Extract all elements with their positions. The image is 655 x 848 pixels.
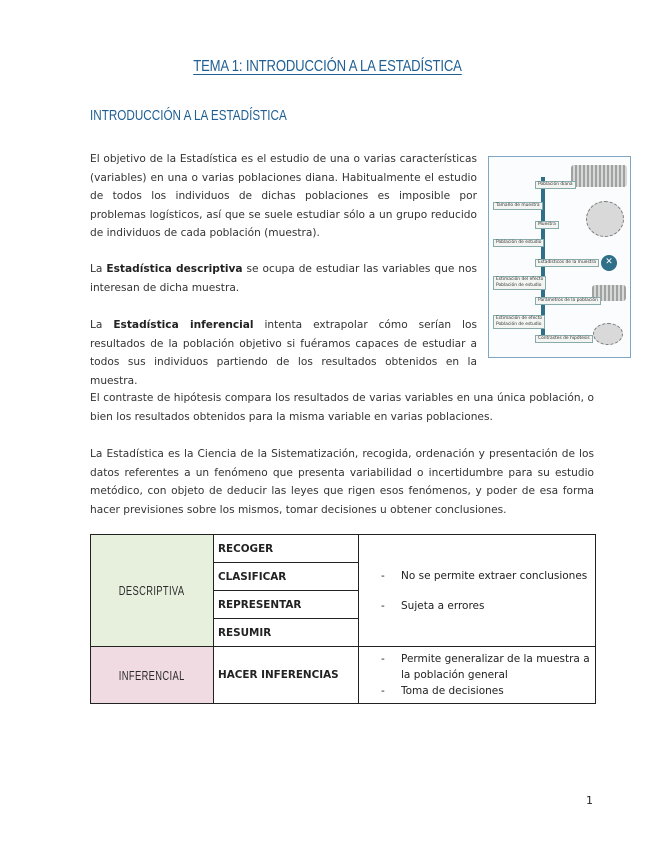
- hypothesis-circle: [593, 323, 623, 345]
- action-cell: RECOGER: [214, 535, 359, 563]
- table-row: [91, 535, 596, 563]
- diagram-label: Población diana: [535, 181, 576, 189]
- category-descriptiva: DESCRIPTIVA: [91, 535, 214, 647]
- diagram-label: Contrastes de hipótesis: [535, 335, 593, 343]
- sample-marker-icon: ✕: [601, 255, 617, 271]
- page-title: TEMA 1: INTRODUCCIÓN A LA ESTADÍSTICA: [193, 58, 462, 75]
- diagram-label: Tamaño de muestra: [493, 202, 543, 210]
- paragraph-definition: La Estadística es la Ciencia de la Sistematización, recogida, ordenación y presentación de los datos referentes a un fenómeno que presenta variabilidad o incertidumbre para su estudio metódico, con objeto de deducir las leyes que rigen esos fenómenos, y poder de esa forma hacer previsiones sobre los mismos, tomar decisiones u obtener conclusiones.: [90, 448, 594, 516]
- note-item: - Toma de decisiones: [381, 685, 504, 697]
- term-descriptive: Estadística descriptiva: [106, 263, 243, 275]
- note-item: - Permite generalizar de la muestra a la población general: [381, 653, 590, 681]
- action-cell: REPRESENTAR: [214, 591, 359, 619]
- note-item: - Sujeta a errores: [381, 599, 485, 612]
- action-cell: RESUMIR: [214, 619, 359, 647]
- sample-circle: [586, 201, 624, 237]
- action-cell: HACER INFERENCIAS: [214, 647, 359, 704]
- population-image: [571, 165, 627, 187]
- diagram-label: Población de estudio: [493, 239, 544, 247]
- diagram-label: Estimación de efecto Población de estudio: [493, 315, 545, 329]
- page-number: 1: [586, 794, 593, 807]
- note-item: - No se permite extraer conclusiones: [381, 569, 588, 582]
- statistics-summary-table: [90, 534, 596, 704]
- diagram-label: Muestra: [535, 221, 559, 229]
- statistics-diagram: [488, 156, 631, 358]
- table-row: [91, 647, 596, 704]
- term-inferential: Estadística inferencial: [113, 319, 254, 331]
- category-inferencial: INFERENCIAL: [91, 647, 214, 704]
- inferencial-notes: [359, 647, 596, 704]
- diagram-label: Estimación del efecto Población de estudio: [493, 276, 546, 290]
- paragraph-descriptive: La Estadística descriptiva se ocupa de estudiar las variables que nos interesan de dicha muestra.: [90, 263, 477, 294]
- diagram-label: Parámetros de la población: [535, 297, 601, 305]
- paragraph-hypothesis: El contraste de hipótesis compara los resultados de varias variables en una única población, o bien los resultados obtenidos para la misma variable en varias poblaciones.: [90, 392, 594, 423]
- section-heading: INTRODUCCIÓN A LA ESTADÍSTICA: [90, 107, 287, 124]
- diagram-label: Estadísticos de la muestra: [535, 259, 599, 267]
- paragraph-inferential: La Estadística inferencial intenta extrapolar cómo serían los resultados de la población objetivo si fuéramos capaces de estudiar a todos sus individuos partiendo de los resultados obtenidos en la muestra.: [90, 319, 478, 387]
- descriptiva-notes: [359, 535, 596, 647]
- paragraph-objective: El objetivo de la Estadística es el estudio de una o varias características (variables) en una o varias poblaciones diana. Habitualmente el estudio de todos los individuos de dichas poblaciones es imposible por problemas logísticos, así que se suele estudiar sólo a un grupo reducido de individuos de cada población (muestra).: [90, 153, 477, 239]
- action-cell: CLASIFICAR: [214, 563, 359, 591]
